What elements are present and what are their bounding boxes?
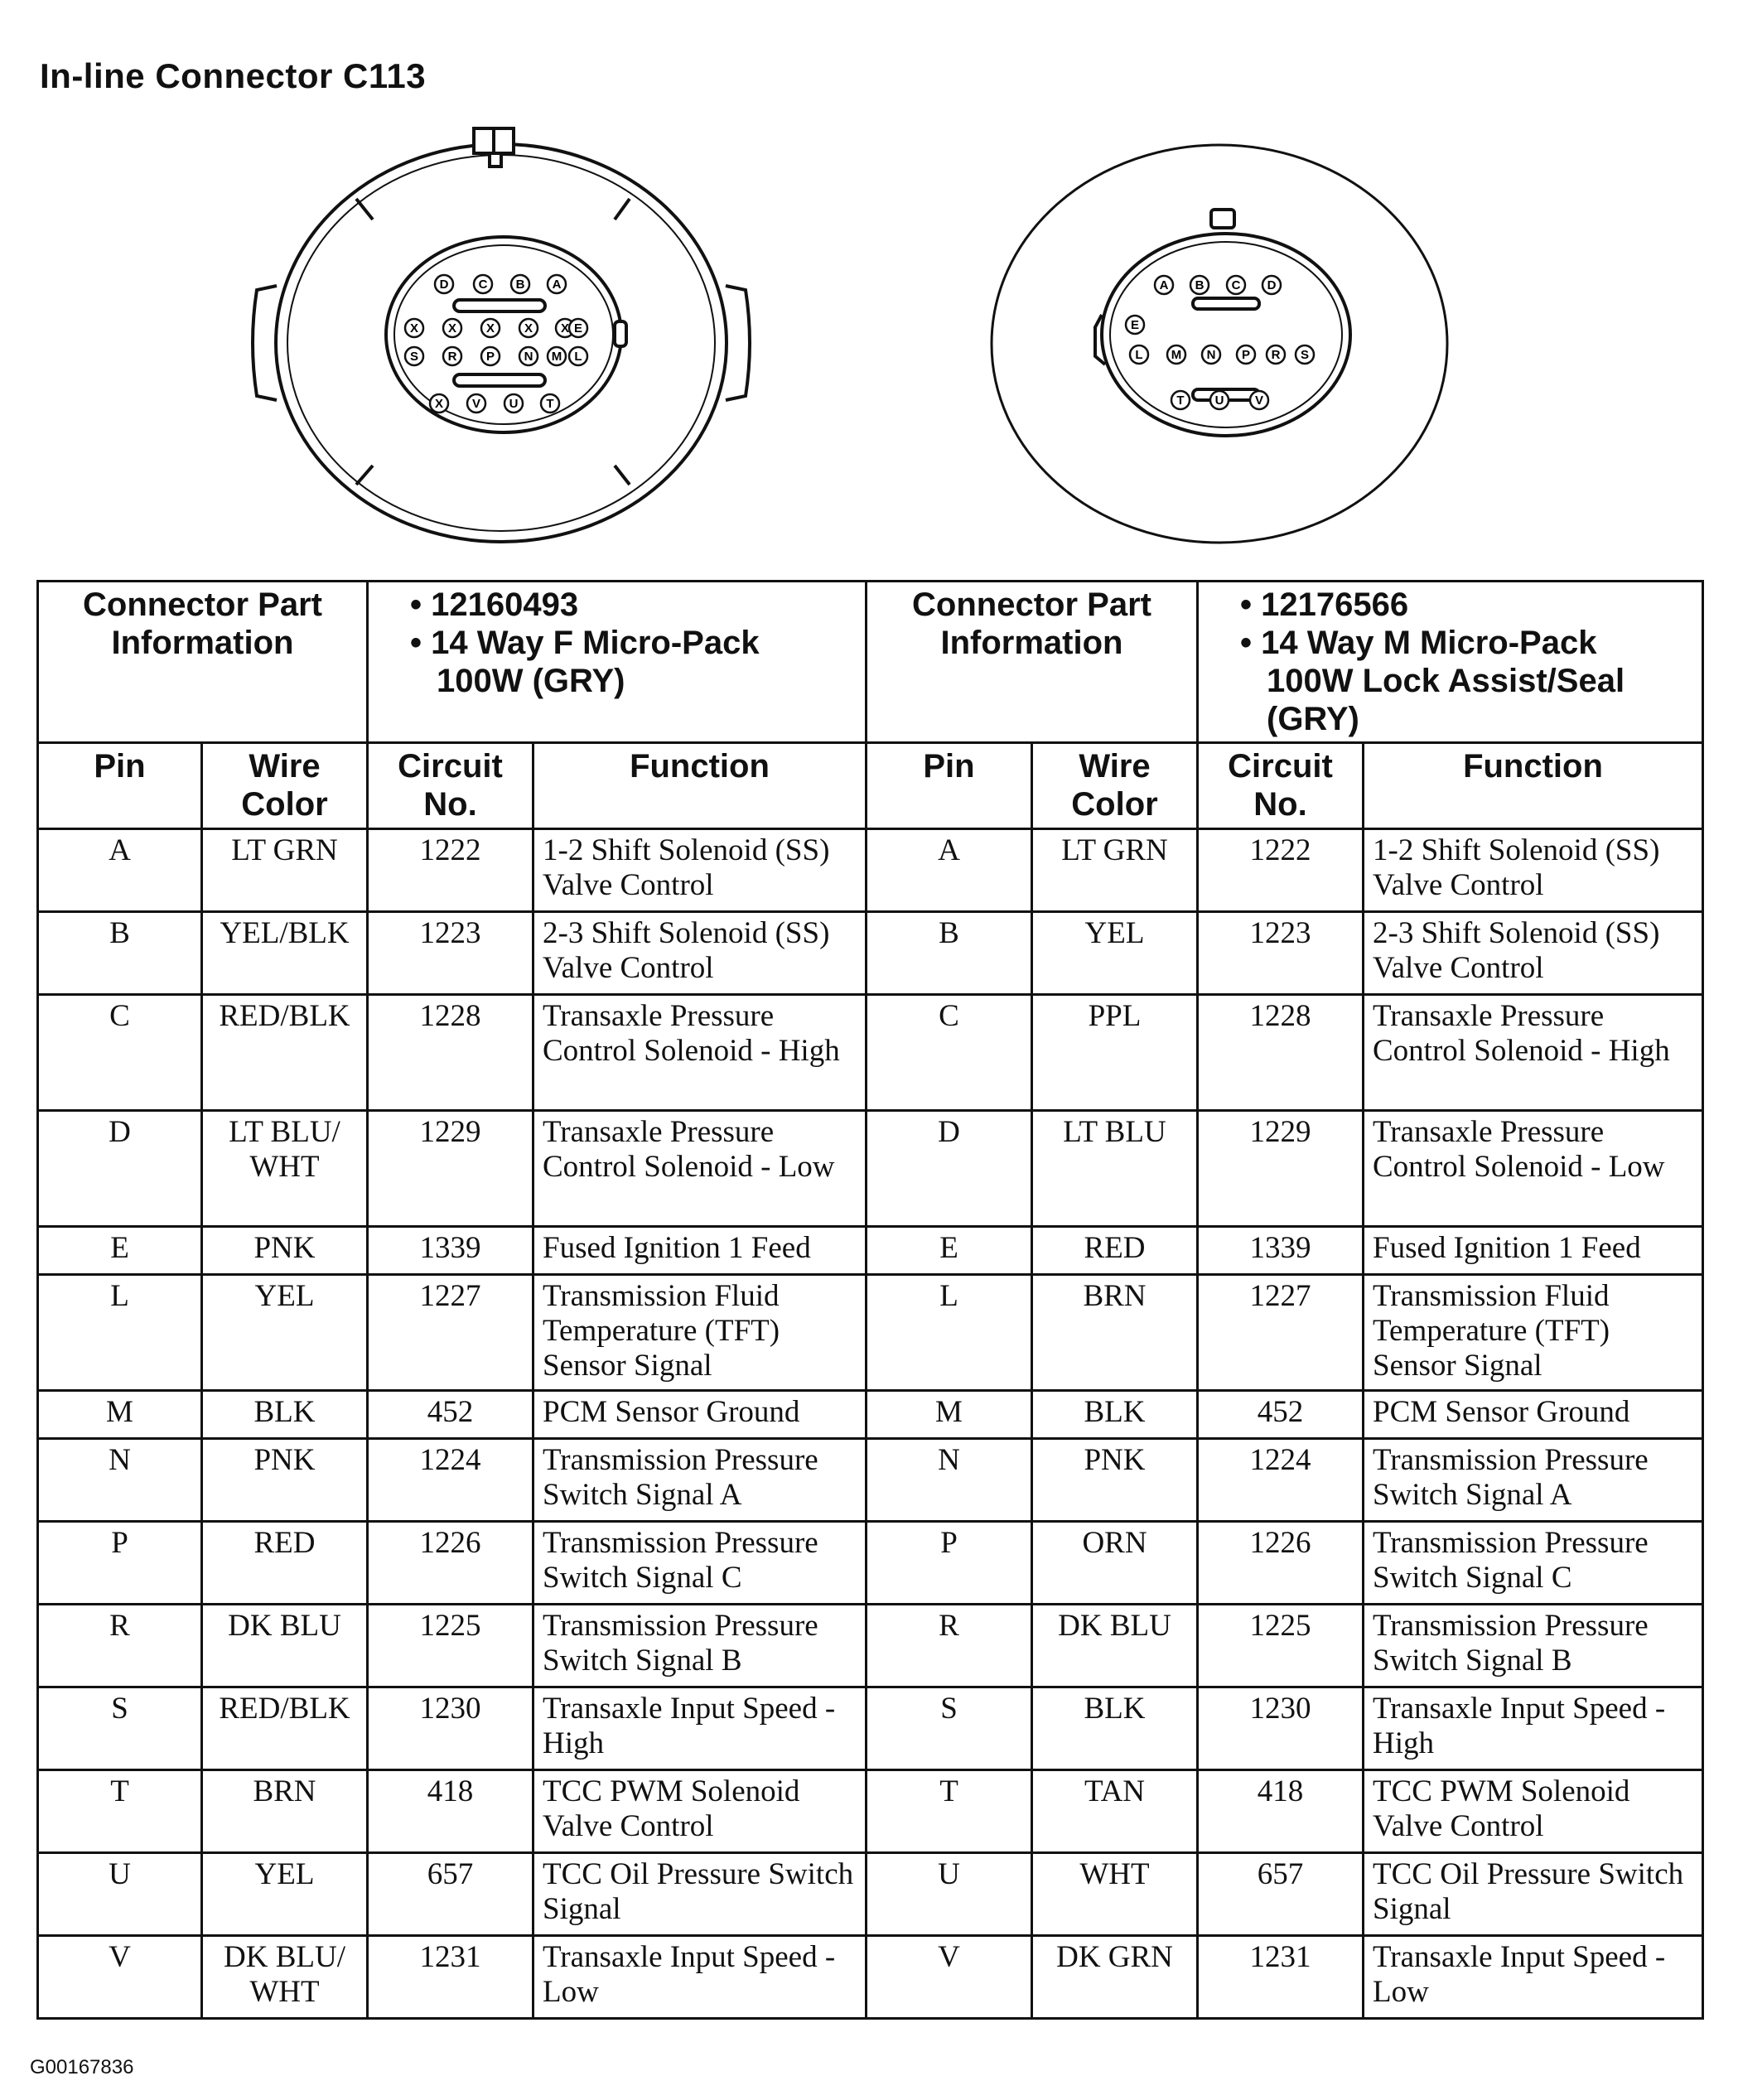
circuit-cell: 1339	[368, 1227, 533, 1275]
right-pin-label: E	[1130, 318, 1140, 332]
left-connector-pins	[405, 275, 587, 413]
circuit-cell: 1230	[1198, 1687, 1364, 1770]
wire-color-cell: LT GRN	[202, 829, 368, 912]
pin-cell: B	[38, 912, 202, 995]
col-header-wire: Wire Color	[1032, 743, 1198, 829]
pin-cell: E	[38, 1227, 202, 1275]
circuit-cell: 1224	[368, 1439, 533, 1522]
table-row	[38, 1275, 1703, 1391]
left-part-desc-1: • 14 Way F Micro-Pack	[410, 625, 760, 661]
circuit-cell: 1228	[368, 995, 533, 1111]
pin-cell: R	[867, 1605, 1032, 1687]
right-pin-label: R	[1271, 348, 1281, 362]
right-part-info-label	[867, 582, 1198, 743]
left-pin-label: V	[471, 397, 481, 411]
left-pin-label: A	[552, 278, 562, 292]
pin-cell: S	[867, 1687, 1032, 1770]
pin-cell: L	[867, 1275, 1032, 1391]
circuit-cell: 657	[1198, 1853, 1364, 1936]
right-pin-label: T	[1176, 393, 1185, 408]
function-cell: Fused Ignition 1 Feed	[533, 1227, 867, 1275]
function-cell: 2-3 Shift Solenoid (SS) Valve Control	[533, 912, 867, 995]
table-row	[38, 1227, 1703, 1275]
left-connector-drawing	[253, 128, 750, 542]
circuit-cell: 1339	[1198, 1227, 1364, 1275]
circuit-cell: 1222	[368, 829, 533, 912]
right-pin-label: A	[1159, 278, 1169, 292]
table-row	[38, 912, 1703, 995]
right-pin-label: S	[1300, 348, 1310, 362]
function-cell: Transmission Fluid Temperature (TFT) Sensor Signal	[1364, 1275, 1703, 1391]
table-row	[38, 1853, 1703, 1936]
function-cell: Transaxle Input Speed - Low	[533, 1936, 867, 2019]
circuit-cell: 452	[368, 1391, 533, 1439]
left-pin-label: B	[515, 278, 525, 292]
left-pin-label: X	[409, 321, 419, 336]
left-part-desc-2: 100W (GRY)	[437, 663, 625, 699]
circuit-cell: 418	[368, 1770, 533, 1853]
table-row	[38, 1439, 1703, 1522]
circuit-cell: 452	[1198, 1391, 1364, 1439]
right-pin-label: P	[1241, 348, 1251, 362]
pin-cell: S	[38, 1687, 202, 1770]
pin-cell: E	[867, 1227, 1032, 1275]
col-header-wire: Wire Color	[202, 743, 368, 829]
wire-color-cell: DK BLU	[202, 1605, 368, 1687]
table-row	[38, 1111, 1703, 1227]
function-cell: 2-3 Shift Solenoid (SS) Valve Control	[1364, 912, 1703, 995]
wire-color-cell: LT BLU	[1032, 1111, 1198, 1227]
pin-cell: T	[38, 1770, 202, 1853]
wire-color-cell: YEL	[202, 1853, 368, 1936]
function-cell: Transmission Pressure Switch Signal C	[533, 1522, 867, 1605]
function-cell: Transmission Pressure Switch Signal B	[1364, 1605, 1703, 1687]
wire-color-cell: DK GRN	[1032, 1936, 1198, 2019]
function-cell: Transmission Fluid Temperature (TFT) Sensor Signal	[533, 1275, 867, 1391]
function-cell: Transmission Pressure Switch Signal A	[533, 1439, 867, 1522]
pin-cell: P	[38, 1522, 202, 1605]
wire-color-cell: PNK	[202, 1227, 368, 1275]
right-pin-label: N	[1206, 348, 1216, 362]
wire-color-cell: YEL	[202, 1275, 368, 1391]
pin-cell: R	[38, 1605, 202, 1687]
table-row	[38, 1687, 1703, 1770]
pin-cell: U	[38, 1853, 202, 1936]
left-pin-label: S	[409, 350, 419, 364]
right-pin-label: U	[1214, 393, 1224, 408]
function-cell: Transmission Pressure Switch Signal A	[1364, 1439, 1703, 1522]
right-part-desc-2: 100W Lock Assist/Seal	[1267, 663, 1625, 699]
wire-color-cell: DK BLU	[1032, 1605, 1198, 1687]
wire-color-cell: TAN	[1032, 1770, 1198, 1853]
circuit-cell: 1231	[368, 1936, 533, 2019]
table-row	[38, 1770, 1703, 1853]
left-pin-label: C	[478, 278, 488, 292]
table-row	[38, 829, 1703, 912]
left-pin-label: M	[551, 350, 562, 364]
pin-cell: V	[867, 1936, 1032, 2019]
right-pin-label: L	[1135, 348, 1143, 362]
table-row	[38, 1605, 1703, 1687]
left-pin-label: D	[439, 278, 449, 292]
left-pin-label: X	[485, 321, 495, 336]
wire-color-cell: RED/BLK	[202, 995, 368, 1111]
pinout-table	[36, 580, 1704, 2020]
col-header-circuit: Circuit No.	[1198, 743, 1364, 829]
circuit-cell: 1226	[368, 1522, 533, 1605]
left-part-number: • 12160493	[410, 587, 579, 623]
function-cell: 1-2 Shift Solenoid (SS) Valve Control	[1364, 829, 1703, 912]
pin-cell: N	[38, 1439, 202, 1522]
circuit-cell: 1224	[1198, 1439, 1364, 1522]
left-pin-label: X	[447, 321, 457, 336]
wire-color-cell: ORN	[1032, 1522, 1198, 1605]
left-pin-label: X	[524, 321, 533, 336]
circuit-cell: 418	[1198, 1770, 1364, 1853]
left-pin-label: L	[574, 350, 582, 364]
function-cell: PCM Sensor Ground	[1364, 1391, 1703, 1439]
right-part-number: • 12176566	[1240, 587, 1409, 623]
wire-color-cell: LT BLU/ WHT	[202, 1111, 368, 1227]
circuit-cell: 1225	[1198, 1605, 1364, 1687]
pin-cell: D	[867, 1111, 1032, 1227]
table-row	[38, 1391, 1703, 1439]
pin-cell: C	[38, 995, 202, 1111]
function-cell: Transaxle Pressure Control Solenoid - High	[1364, 995, 1703, 1111]
function-cell: TCC PWM Solenoid Valve Control	[533, 1770, 867, 1853]
wire-color-cell: YEL	[1032, 912, 1198, 995]
wire-color-cell: YEL/BLK	[202, 912, 368, 995]
right-part-info-text: Connector Part Information	[912, 587, 1151, 661]
left-part-info-label	[38, 582, 368, 743]
pin-cell: D	[38, 1111, 202, 1227]
right-pin-label: M	[1171, 348, 1182, 362]
col-header-pin: Pin	[38, 743, 202, 829]
wire-color-cell: PNK	[1032, 1439, 1198, 1522]
left-pin-label: T	[546, 397, 554, 411]
circuit-cell: 1230	[368, 1687, 533, 1770]
wire-color-cell: PNK	[202, 1439, 368, 1522]
pin-cell: C	[867, 995, 1032, 1111]
circuit-cell: 657	[368, 1853, 533, 1936]
circuit-cell: 1225	[368, 1605, 533, 1687]
function-cell: Transmission Pressure Switch Signal C	[1364, 1522, 1703, 1605]
left-pin-label: U	[509, 397, 519, 411]
left-pin-label: X	[434, 397, 444, 411]
col-header-circuit: Circuit No.	[368, 743, 533, 829]
col-header-function: Function	[1364, 743, 1703, 829]
function-cell: TCC Oil Pressure Switch Signal	[1364, 1853, 1703, 1936]
image-code: G00167836	[30, 2056, 134, 2078]
wire-color-cell: BLK	[1032, 1687, 1198, 1770]
right-pin-label: V	[1254, 393, 1264, 408]
part-info-row	[38, 582, 1703, 743]
function-cell: Transaxle Input Speed - Low	[1364, 1936, 1703, 2019]
left-part-info-value	[368, 582, 867, 743]
circuit-cell: 1226	[1198, 1522, 1364, 1605]
col-header-function: Function	[533, 743, 867, 829]
right-part-desc-1: • 14 Way M Micro-Pack	[1240, 625, 1597, 661]
left-pin-label: N	[524, 350, 533, 364]
table-row	[38, 1936, 1703, 2019]
circuit-cell: 1227	[368, 1275, 533, 1391]
function-cell: PCM Sensor Ground	[533, 1391, 867, 1439]
circuit-cell: 1231	[1198, 1936, 1364, 2019]
wire-color-cell: BRN	[1032, 1275, 1198, 1391]
table-row	[38, 1522, 1703, 1605]
function-cell: Transaxle Input Speed - High	[533, 1687, 867, 1770]
function-cell: Transmission Pressure Switch Signal B	[533, 1605, 867, 1687]
function-cell: TCC PWM Solenoid Valve Control	[1364, 1770, 1703, 1853]
right-pin-label: C	[1231, 278, 1241, 292]
circuit-cell: 1229	[368, 1111, 533, 1227]
circuit-cell: 1222	[1198, 829, 1364, 912]
left-pin-label: X	[560, 321, 570, 336]
function-cell: Transaxle Pressure Control Solenoid - High	[533, 995, 867, 1111]
pin-cell: A	[38, 829, 202, 912]
wire-color-cell: RED/BLK	[202, 1687, 368, 1770]
pin-cell: M	[867, 1391, 1032, 1439]
function-cell: Transaxle Pressure Control Solenoid - Low	[1364, 1111, 1703, 1227]
page-title: In-line Connector C113	[40, 56, 427, 95]
left-part-info-text: Connector Part Information	[83, 587, 322, 661]
circuit-cell: 1227	[1198, 1275, 1364, 1391]
left-pin-label: P	[485, 350, 495, 364]
wire-color-cell: LT GRN	[1032, 829, 1198, 912]
function-cell: 1-2 Shift Solenoid (SS) Valve Control	[533, 829, 867, 912]
left-pin-label: R	[447, 350, 457, 364]
wire-color-cell: WHT	[1032, 1853, 1198, 1936]
circuit-cell: 1223	[368, 912, 533, 995]
wire-color-cell: BLK	[1032, 1391, 1198, 1439]
pin-cell: L	[38, 1275, 202, 1391]
pin-cell: N	[867, 1439, 1032, 1522]
wire-color-cell: BRN	[202, 1770, 368, 1853]
wire-color-cell: RED	[202, 1522, 368, 1605]
right-part-desc-3: (GRY)	[1267, 701, 1359, 737]
circuit-cell: 1223	[1198, 912, 1364, 995]
function-cell: TCC Oil Pressure Switch Signal	[533, 1853, 867, 1936]
pin-cell: T	[867, 1770, 1032, 1853]
wire-color-cell: RED	[1032, 1227, 1198, 1275]
pin-cell: A	[867, 829, 1032, 912]
function-cell: Transaxle Input Speed - High	[1364, 1687, 1703, 1770]
pin-cell: V	[38, 1936, 202, 2019]
right-pin-label: D	[1267, 278, 1277, 292]
pin-cell: B	[867, 912, 1032, 995]
left-pin-label: E	[573, 321, 583, 336]
pin-cell: P	[867, 1522, 1032, 1605]
pin-cell: M	[38, 1391, 202, 1439]
pin-cell: U	[867, 1853, 1032, 1936]
circuit-cell: 1229	[1198, 1111, 1364, 1227]
wire-color-cell: BLK	[202, 1391, 368, 1439]
function-cell: Fused Ignition 1 Feed	[1364, 1227, 1703, 1275]
right-pin-label: B	[1195, 278, 1205, 292]
circuit-cell: 1228	[1198, 995, 1364, 1111]
function-cell: Transaxle Pressure Control Solenoid - Low	[533, 1111, 867, 1227]
right-connector-drawing	[992, 145, 1447, 543]
table-row	[38, 995, 1703, 1111]
connector-diagrams	[0, 116, 1738, 580]
wire-color-cell: PPL	[1032, 995, 1198, 1111]
col-header-pin: Pin	[867, 743, 1032, 829]
column-header-row	[38, 743, 1703, 829]
wire-color-cell: DK BLU/ WHT	[202, 1936, 368, 2019]
right-part-info-value	[1198, 582, 1703, 743]
